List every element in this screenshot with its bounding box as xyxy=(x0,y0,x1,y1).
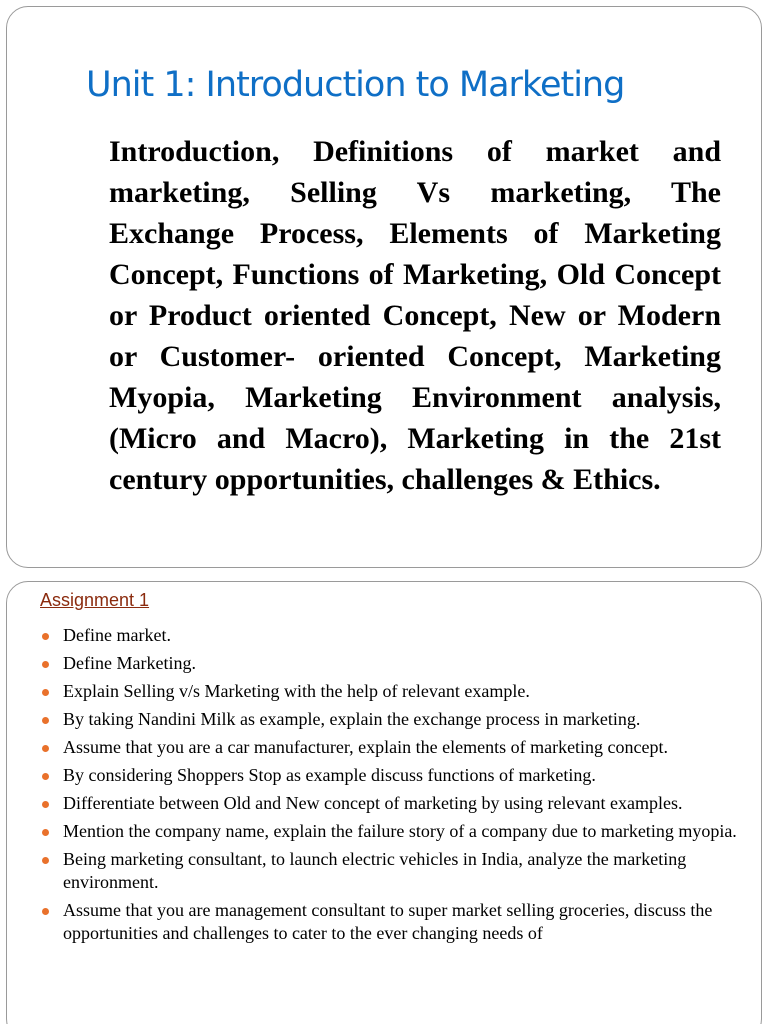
list-item xyxy=(40,820,740,843)
list-item xyxy=(40,848,740,894)
bullet-icon xyxy=(42,633,49,640)
list-item-text: Define market. xyxy=(63,625,171,645)
list-item-text: Being marketing consultant, to launch electric vehicles in India, analyze the marketing environment. xyxy=(63,849,687,892)
bullet-icon xyxy=(42,689,49,696)
list-item xyxy=(40,624,740,647)
list-item-text: Mention the company name, explain the failure story of a company due to marketing myopia. xyxy=(63,821,737,841)
list-item xyxy=(40,708,740,731)
bullet-icon xyxy=(42,829,49,836)
bullet-icon xyxy=(42,717,49,724)
slide-assignment-1 xyxy=(6,581,762,1024)
list-item-text: Explain Selling v/s Marketing with the help of relevant example. xyxy=(63,681,530,701)
list-item xyxy=(40,792,740,815)
list-item xyxy=(40,899,740,945)
list-item xyxy=(40,764,740,787)
assignment-title: Assignment 1 xyxy=(40,590,150,610)
list-item-text: By taking Nandini Milk as example, explain the exchange process in marketing. xyxy=(63,709,641,729)
list-item-text: Assume that you are a car manufacturer, explain the elements of marketing concept. xyxy=(63,737,669,757)
assignment-list xyxy=(40,624,740,950)
slide-body-text: Introduction, Definitions of market and marketing, Selling Vs marketing, The Exchange Process, Elements of Marketing Concept, Functions of Marketing, Old Concept or Product oriented Concept, New or Modern or Customer- oriented Concept, Marketing Myopia, Marketing Environment analysis, (Micro and Macro), Marketing in the 21st century opportunities, challenges & Ethics. xyxy=(109,135,721,496)
bullet-icon xyxy=(42,908,49,915)
slide-title: Unit 1: Introduction to Marketing xyxy=(86,65,625,105)
list-item xyxy=(40,736,740,759)
list-item xyxy=(40,652,740,675)
list-item-text: Differentiate between Old and New concept of marketing by using relevant examples. xyxy=(63,793,683,813)
list-item-text: Assume that you are management consultant to super market selling groceries, discuss the opportunities and challenges to cater to the ever changing needs of xyxy=(63,900,713,943)
bullet-icon xyxy=(42,801,49,808)
list-item xyxy=(40,680,740,703)
list-item-text: Define Marketing. xyxy=(63,653,196,673)
bullet-icon xyxy=(42,857,49,864)
bullet-icon xyxy=(42,773,49,780)
bullet-icon xyxy=(42,745,49,752)
list-item-text: By considering Shoppers Stop as example discuss functions of marketing. xyxy=(63,765,596,785)
bullet-icon xyxy=(42,661,49,668)
slide-unit-1 xyxy=(6,6,762,568)
